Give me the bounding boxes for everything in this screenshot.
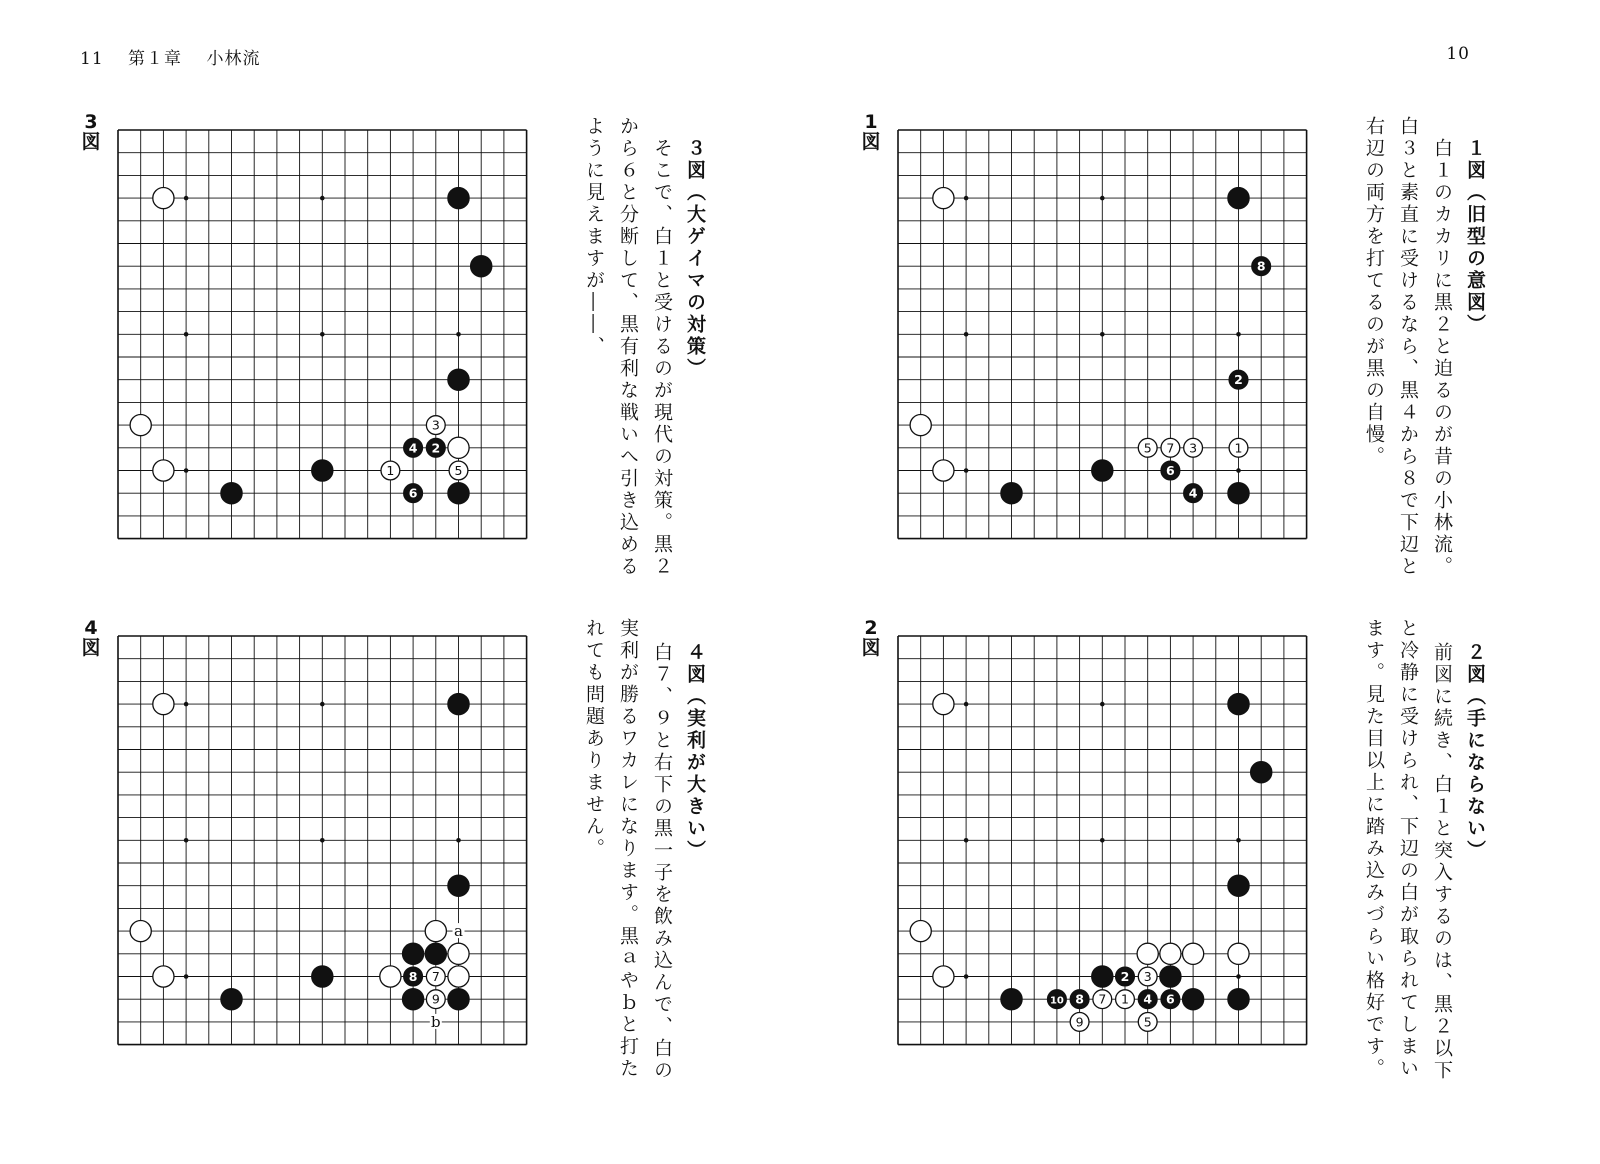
white-stone-3 [1184, 438, 1203, 457]
fig4-text-line-1: 白７、９と右下の黒一子を飲み込んで、白の [651, 642, 673, 1082]
white-stone-1 [1116, 990, 1135, 1009]
black-stone [448, 694, 469, 715]
point-label-a [453, 922, 465, 940]
white-stone [380, 966, 401, 987]
white-stone [933, 188, 954, 209]
white-stone [153, 188, 174, 209]
white-stone-5 [449, 461, 468, 480]
fig1-text-line-2: 白３と素直に受けるなら、黒４から８で下辺と [1397, 116, 1419, 578]
star-point [1236, 838, 1241, 843]
white-stone [130, 415, 151, 436]
star-point [184, 838, 189, 843]
stone-number: 1 [1234, 440, 1243, 456]
white-stone [153, 966, 174, 987]
white-stone [933, 694, 954, 715]
black-stone-8 [404, 967, 423, 986]
black-stone [448, 875, 469, 896]
page-header-left [80, 44, 278, 69]
black-stone-6 [1161, 990, 1180, 1009]
page-header-right [1446, 44, 1488, 64]
black-stone [1001, 483, 1022, 504]
black-stone [403, 989, 424, 1010]
black-stone [1092, 966, 1113, 987]
star-point [1100, 702, 1105, 707]
white-stone-5 [1138, 1013, 1157, 1032]
fig2-text-line-2: と冷静に受けられ、下辺の白が取られてしまい [1397, 618, 1419, 1080]
white-stone [933, 460, 954, 481]
star-point [964, 838, 969, 843]
black-stone-2 [1229, 370, 1248, 389]
stone-number: 3 [431, 417, 440, 433]
black-stone-4 [404, 438, 423, 457]
black-stone [448, 188, 469, 209]
star-point [1100, 196, 1105, 201]
stone-number: 7 [431, 969, 440, 984]
white-stone-1 [381, 461, 400, 480]
fig2-text-line-1: 前図に続き、白１と突入するのは、黒２以下 [1431, 642, 1453, 1082]
stone-number: 4 [1188, 485, 1198, 501]
go-board-figure-1 [896, 128, 1308, 540]
star-point [456, 332, 461, 337]
stone-number: 6 [408, 485, 418, 501]
black-stone [1092, 460, 1113, 481]
star-point [1100, 838, 1105, 843]
white-stone-3 [1138, 967, 1157, 986]
fig2-text-line-3: ます。見た目以上に踏み込みづらい格好です。 [1363, 618, 1385, 1080]
black-stone-10 [1048, 990, 1067, 1009]
fig3-text-line-2: から６と分断して、黒有利な戦いへ引き込める [617, 116, 639, 578]
fig2-title: ２図（手にならない） [1464, 642, 1486, 862]
star-point [184, 974, 189, 979]
stone-number: 6 [1166, 991, 1175, 1007]
stone-number: 2 [1120, 969, 1130, 984]
white-stone [130, 921, 151, 942]
black-stone [1228, 188, 1249, 209]
white-stone [448, 943, 469, 964]
svg-text:a: a [454, 922, 463, 941]
go-board-figure-2 [896, 634, 1308, 1046]
star-point [184, 702, 189, 707]
stone-number: 6 [1166, 463, 1175, 478]
fig1-text-line-1: 白１のカカリに黒２と迫るのが昔の小林流。 [1431, 138, 1453, 578]
black-stone [1183, 989, 1204, 1010]
chapter-label: 第１章 [128, 49, 183, 69]
star-point [964, 702, 969, 707]
black-stone-6 [404, 484, 423, 503]
stone-number: 10 [1049, 995, 1064, 1007]
stone-number: 2 [431, 440, 441, 456]
star-point [964, 196, 969, 201]
white-stone [425, 921, 446, 942]
black-stone [312, 966, 333, 987]
star-point [1236, 974, 1241, 979]
star-point [1236, 468, 1241, 473]
black-stone [312, 460, 333, 481]
stone-number: 9 [431, 991, 440, 1007]
svg-text:b: b [430, 1012, 441, 1031]
black-stone [221, 483, 242, 504]
white-stone [1160, 943, 1181, 964]
star-point [964, 332, 969, 337]
black-stone-4 [1184, 484, 1203, 503]
black-stone-8 [1252, 257, 1271, 276]
fig4-title: ４図（実利が大きい） [684, 642, 706, 862]
stone-number: 9 [1075, 1014, 1084, 1030]
white-stone [448, 966, 469, 987]
star-point [320, 702, 325, 707]
left-page-number: 11 [80, 49, 104, 69]
figure-label-1: 1 図 [861, 111, 881, 153]
white-stone [1183, 943, 1204, 964]
white-stone [910, 415, 931, 436]
stone-number: 1 [386, 463, 395, 478]
black-stone-2 [1116, 967, 1135, 986]
black-stone [221, 989, 242, 1010]
figure-label-4: 4 図 [81, 617, 101, 659]
stone-number: 7 [1098, 991, 1107, 1007]
white-stone-7 [1161, 438, 1180, 457]
go-board-figure-3 [116, 128, 528, 540]
fig3-text-line-1: そこで、白１と受けるのが現代の対策。黒２ [651, 138, 673, 578]
stone-number: 5 [1143, 440, 1152, 456]
black-stone [1228, 694, 1249, 715]
fig3-text-line-3: ように見えますが――、 [583, 116, 605, 358]
white-stone [933, 966, 954, 987]
star-point [184, 196, 189, 201]
stone-number: 4 [1143, 991, 1153, 1007]
white-stone-5 [1138, 438, 1157, 457]
white-stone-7 [426, 967, 445, 986]
fig1-text-line-3: 右辺の両方を打てるのが黒の自慢。 [1363, 116, 1385, 468]
stone-number: 8 [1075, 991, 1084, 1007]
star-point [184, 468, 189, 473]
black-stone [1160, 966, 1181, 987]
black-stone [448, 369, 469, 390]
black-stone [403, 943, 424, 964]
star-point [456, 838, 461, 843]
figure-label-2: 2 図 [861, 617, 881, 659]
white-stone [910, 921, 931, 942]
star-point [964, 468, 969, 473]
black-stone [471, 256, 492, 277]
star-point [320, 838, 325, 843]
black-stone [425, 943, 446, 964]
stone-number: 4 [408, 440, 418, 456]
go-board-figure-4 [116, 634, 528, 1046]
black-stone [1001, 989, 1022, 1010]
star-point [1236, 332, 1241, 337]
star-point [320, 196, 325, 201]
fig4-text-line-3: れても問題ありません。 [583, 618, 605, 860]
right-page-number: 10 [1446, 44, 1470, 64]
stone-number: 8 [408, 969, 418, 984]
star-point [964, 974, 969, 979]
star-point [320, 332, 325, 337]
fig3-title: ３図（大ゲイマの対策） [684, 138, 706, 380]
stone-number: 8 [1256, 258, 1266, 274]
white-stone [1228, 943, 1249, 964]
black-stone [1251, 762, 1272, 783]
white-stone [448, 437, 469, 458]
point-label-b [430, 1013, 442, 1031]
stone-number: 7 [1166, 440, 1175, 456]
stone-number: 2 [1234, 372, 1243, 388]
black-stone [448, 483, 469, 504]
chapter-title: 小林流 [206, 49, 261, 69]
black-stone-4 [1138, 990, 1157, 1009]
white-stone [153, 460, 174, 481]
black-stone [448, 989, 469, 1010]
white-stone [153, 694, 174, 715]
white-stone-3 [426, 416, 445, 435]
white-stone-1 [1229, 438, 1248, 457]
fig4-text-line-2: 実利が勝るワカレになります。黒ａやｂと打た [617, 618, 639, 1080]
black-stone [1228, 875, 1249, 896]
black-stone-2 [426, 438, 445, 457]
stone-number: 5 [454, 463, 463, 478]
star-point [1100, 332, 1105, 337]
black-stone-8 [1070, 990, 1089, 1009]
white-stone-7 [1093, 990, 1112, 1009]
fig1-title: １図（旧型の意図） [1464, 138, 1486, 336]
white-stone-9 [1070, 1013, 1089, 1032]
white-stone-9 [426, 990, 445, 1009]
stone-number: 5 [1143, 1014, 1152, 1030]
star-point [184, 332, 189, 337]
black-stone-6 [1161, 461, 1180, 480]
white-stone [1137, 943, 1158, 964]
stone-number: 3 [1189, 440, 1198, 456]
black-stone [1228, 989, 1249, 1010]
stone-number: 3 [1143, 969, 1152, 984]
black-stone [1228, 483, 1249, 504]
stone-number: 1 [1121, 991, 1129, 1007]
figure-label-3: 3 図 [81, 111, 101, 153]
